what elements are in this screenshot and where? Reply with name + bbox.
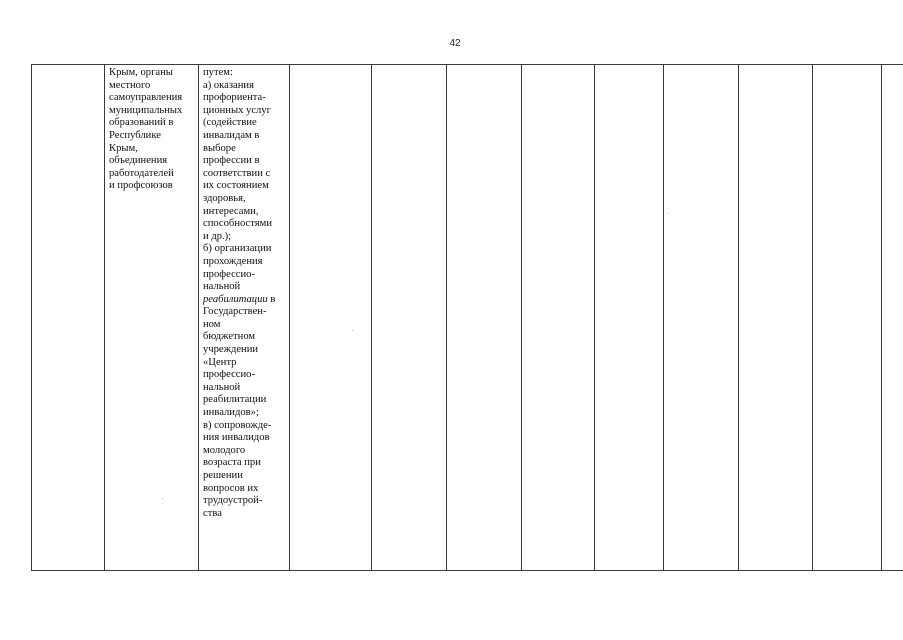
measures-line: инвалидов»; — [203, 407, 259, 419]
table-cell-empty — [447, 65, 522, 571]
executors-line: работодателей — [109, 167, 174, 179]
measures-line: ния инвалидов — [203, 432, 270, 444]
measures-line: трудоустрой- — [203, 495, 263, 507]
measures-line: ном — [203, 318, 221, 330]
measures-line: профессио- — [203, 369, 255, 381]
measures-line: молодого — [203, 444, 246, 456]
scan-speck — [352, 330, 353, 331]
executors-line: муниципальных — [109, 104, 183, 116]
measures-line: нальной — [203, 381, 241, 393]
measures-line: и др.); — [203, 230, 232, 242]
table-cell-empty — [522, 65, 595, 571]
measures-line: профессио- — [203, 268, 255, 280]
measures-line: выборе — [203, 142, 236, 154]
executors-line: местного — [109, 79, 151, 91]
measures-line: Государствен- — [203, 306, 267, 318]
measures-line: (содействие — [203, 117, 257, 129]
executors-line: самоуправления — [109, 92, 183, 104]
measures-line: в) сопровожде- — [203, 419, 272, 431]
table-cell-empty — [372, 65, 447, 571]
executors-line: Республике — [109, 129, 161, 141]
italic-rest: в — [267, 293, 276, 305]
measures-line: «Центр — [203, 356, 237, 368]
scan-speck — [162, 498, 163, 499]
measures-line: вопросов их — [203, 482, 259, 494]
measures-line-italic — [203, 294, 287, 307]
executors-line: объединения — [109, 155, 168, 167]
measures-line: бюджетном — [203, 331, 256, 343]
measures-line: возраста при — [203, 457, 261, 469]
table-cell-number — [32, 65, 105, 571]
measures-line: ционных услуг — [203, 104, 271, 116]
measures-line: инвалидам в — [203, 129, 260, 141]
table-cell-measures — [199, 65, 290, 571]
continuation-table — [31, 64, 879, 571]
measures-line: реабилитации — [203, 394, 267, 406]
table-cell-empty — [290, 65, 372, 571]
executors-line: образований в — [109, 117, 174, 129]
measures-line: ства — [203, 507, 222, 519]
table-row — [32, 65, 903, 571]
measures-line: а) оказания — [203, 79, 254, 91]
measures-line: способностями — [203, 218, 272, 230]
measures-line: прохождения — [203, 255, 263, 267]
measures-line: соответствии с — [203, 167, 271, 179]
measures-line: их состоянием — [203, 180, 269, 192]
measures-line: путем: — [203, 67, 233, 78]
scan-speck — [668, 213, 669, 214]
executors-line: Крым, органы — [109, 67, 173, 78]
table-cell-empty — [813, 65, 882, 571]
measures-line: нальной — [203, 281, 241, 293]
executors-line: Крым, — [109, 142, 138, 154]
measures-line: решении — [203, 470, 243, 481]
table-cell-empty — [882, 65, 903, 571]
measures-line: интересами, — [203, 205, 259, 217]
program-table — [31, 64, 903, 571]
executors-line: и профсоюзов — [109, 180, 173, 192]
italic-word: реабилитации — [203, 293, 268, 305]
table-cell-empty — [595, 65, 664, 571]
measures-line: здоровья, — [203, 192, 246, 204]
table-cell-executors — [105, 65, 199, 571]
page-number: 42 — [449, 38, 461, 49]
table-cell-empty — [739, 65, 813, 571]
measures-line: б) организации — [203, 243, 272, 255]
measures-line: учреждении — [203, 344, 259, 356]
measures-line: профориента- — [203, 92, 266, 104]
table-cell-empty — [664, 65, 739, 571]
measures-line: профессии в — [203, 155, 260, 167]
